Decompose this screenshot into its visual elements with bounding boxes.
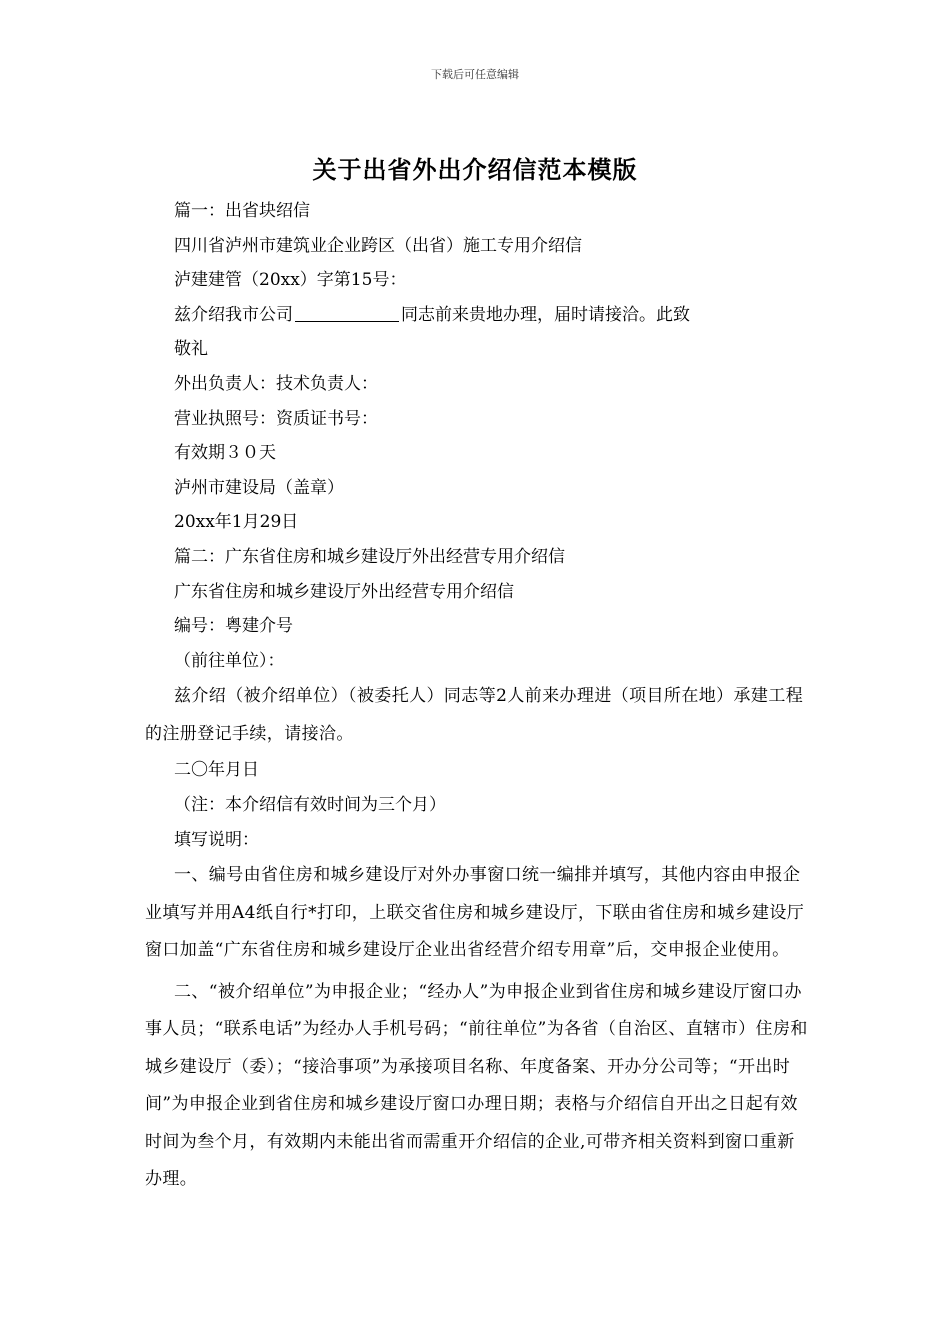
header-note: 下载后可任意编辑 <box>431 68 519 81</box>
section1-heading: 篇一：出省块绍信 <box>174 201 310 221</box>
instruction-1: 一、编号由省住房和城乡建设厅对外办事窗口统一编排并填写，其他内容由申报企业填写并用A4纸自行*打印，上联交省住房和城乡建设厅，下联由省住房和城乡建设厅窗口加盖“广东省住房和城乡建设厅企业出省经营介绍专用章”后，交申报企业使用。 <box>145 865 805 961</box>
section1-leaders: 外出负责人：技术负责人： <box>174 373 378 394</box>
section2-to-unit: （前往单位）： <box>174 650 285 671</box>
section2-note: （注：本介绍信有效时间为三个月） <box>174 794 446 815</box>
section1-licenses: 营业执照号：资质证书号： <box>174 408 378 429</box>
section1-salute: 敬礼 <box>174 339 208 360</box>
section1-date: 20xx年1月29日 <box>174 512 299 533</box>
section1-intro <box>145 298 810 333</box>
section2-date: 二〇年月日 <box>174 760 259 781</box>
company-blank-line <box>295 305 399 322</box>
section1-ref-no: 泸建建管（20xx）字第15号： <box>174 270 407 291</box>
section2-number: 编号：粤建介号 <box>174 616 293 637</box>
document-title: 关于出省外出介绍信范本模版 <box>312 155 638 184</box>
section1-issuer: 泸州市建设局（盖章） <box>174 477 344 498</box>
intro-after-text: 同志前来贵地办理，届时请接洽。此致 <box>401 304 690 325</box>
section1-subtitle: 四川省泸州市建筑业企业跨区（出省）施工专用介绍信 <box>174 235 582 256</box>
section1-validity: 有效期３０天 <box>174 443 276 464</box>
intro-before-text: 兹介绍我市公司 <box>174 304 293 325</box>
section2-subtitle: 广东省住房和城乡建设厅外出经营专用介绍信 <box>174 581 514 602</box>
section2-body: 兹介绍（被介绍单位）（被委托人）同志等2人前来办理进（项目所在地）承建工程的注册登记手续，请接洽。 <box>145 686 804 744</box>
section2-heading: 篇二：广东省住房和城乡建设厅外出经营专用介绍信 <box>174 546 565 567</box>
instructions-heading: 填写说明： <box>174 829 259 850</box>
document-body <box>145 194 810 1199</box>
instruction-2: 二、“被介绍单位”为申报企业；“经办人”为申报企业到省住房和城乡建设厅窗口办事人员；“联系电话”为经办人手机号码；“前往单位”为各省（自治区、直辖市）住房和城乡建设厅（委）；“接洽事项”为承接项目名称、年度备案、开办分公司等；“开出时间”为申报企业到省住房和城乡建设厅窗口办理日期；表格与介绍信自开出之日起有效时间为叁个月，有效期内未能出省而需重开介绍信的企业,可带齐相关资料到窗口重新办理。 <box>145 981 808 1190</box>
